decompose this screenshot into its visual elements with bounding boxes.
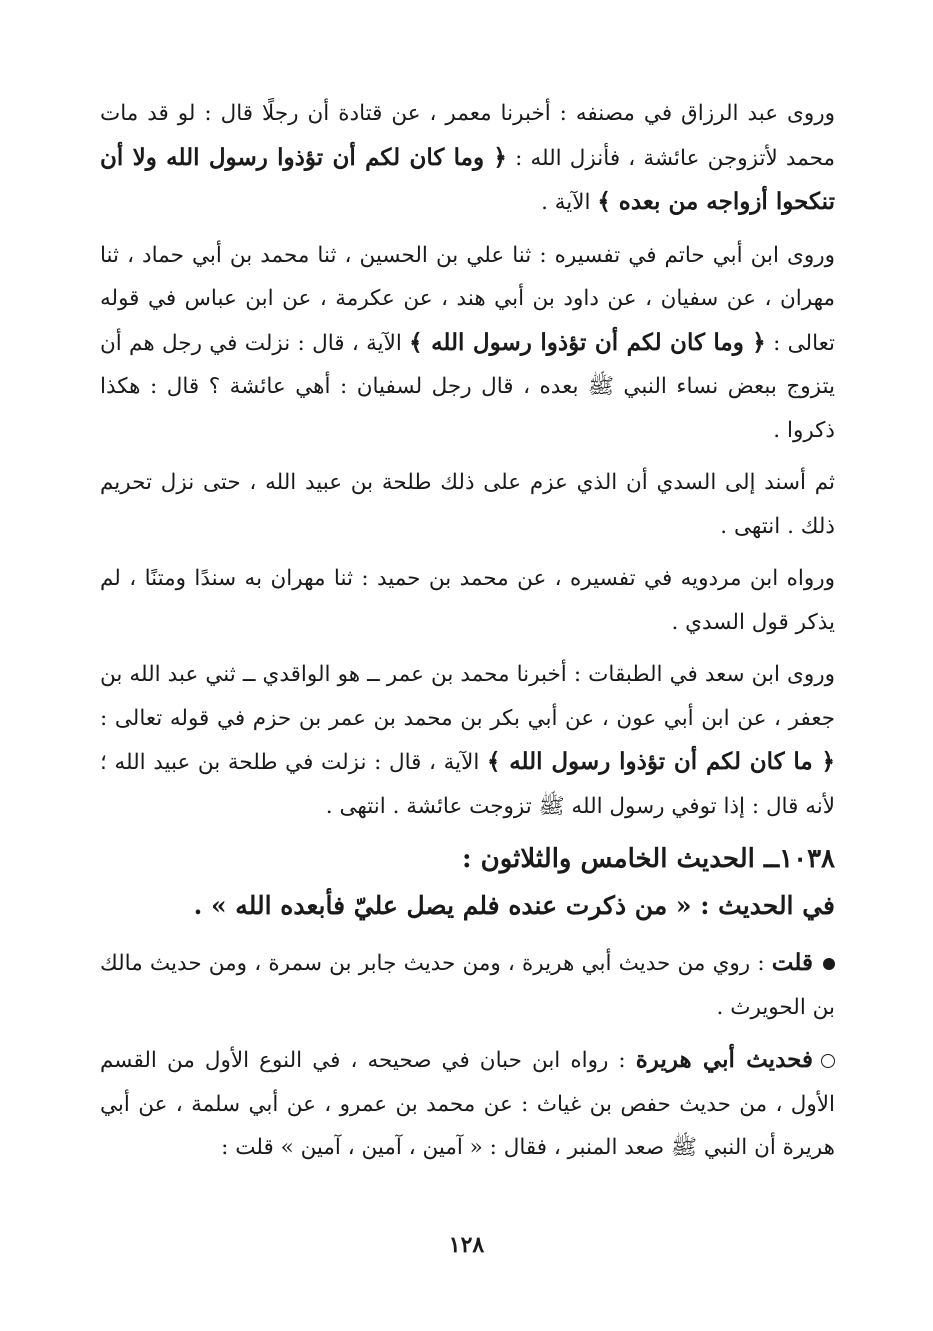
- page-number: ١٢٨: [448, 1232, 485, 1258]
- paragraph-text: ورواه ابن مردويه في تفسيره ، عن محمد بن حميد : ثنا مهران به سندًا ومتنًا ، لم يذكر قول السدي .: [100, 566, 835, 635]
- quran-verse: ﴿ ما كان لكم أن تؤذوا رسول الله ﴾: [486, 748, 836, 775]
- paragraphs-container: [100, 92, 835, 828]
- bullet-icon: [823, 958, 835, 970]
- paragraph-text: ثم أسند إلى السدي أن الذي عزم على ذلك طلحة بن عبيد الله ، حتى نزل تحريم ذلك . انتهى .: [100, 470, 835, 539]
- paragraph-text: وروى عبد الرزاق في مصنفه : أخبرنا معمر ، عن قتادة أن رجلًا قال : لو قد مات محمد لأتزوجن عائشة ، فأنزل الله :: [100, 101, 835, 171]
- abu-hurayra-label: فحديث أبي هريرة: [635, 1046, 813, 1073]
- qultu-text: : روي من حديث أبي هريرة ، ومن حديث جابر بن سمرة ، ومن حديث مالك بن الحويرث .: [100, 951, 835, 1020]
- abu-hurayra-paragraph: [100, 1038, 835, 1170]
- body-paragraph: [100, 92, 835, 225]
- paragraph-text: الآية ، قال : نزلت في طلحة بن عبيد الله ؛ لأنه قال : إذا توفي رسول الله ﷺ تزوجت عائشة . انتهى .: [100, 750, 835, 819]
- qultu-label: قلت: [771, 949, 813, 976]
- abu-hurayra-text: : رواه ابن حبان في صحيحه ، في النوع الأول من القسم الأول ، من حديث حفص بن غياث : عن محمد بن عمرو ، عن أبي سلمة ، عن أبي هريرة أن النبي ﷺ صعد المنبر ، فقال : « آمين ، آمين ، آمين » قلت :: [100, 1048, 835, 1160]
- body-paragraph: [100, 653, 835, 828]
- paragraph-text: وروى ابن أبي حاتم في تفسيره : ثنا علي بن الحسين ، ثنا محمد بن أبي حماد ، ثنا مهران ، عن سفيان ، عن داود بن أبي هند ، عن عكرمة ، عن ابن عباس في قوله تعالى :: [100, 242, 835, 356]
- paragraph-text: الآية .: [541, 190, 598, 215]
- hadith-title: في الحديث : « من ذكرت عنده فلم يصل عليّ فأبعده الله » .: [193, 891, 835, 920]
- body-paragraph: [100, 461, 835, 548]
- body-paragraph: [100, 557, 835, 644]
- paragraph-text: الآية ، قال : نزلت في رجل هم أن يتزوج ببعض نساء النبي ﷺ بعده ، قال رجل لسفيان : أهي عائشة ؟ قال : هكذا ذكروا .: [100, 330, 835, 443]
- circle-icon: [821, 1054, 835, 1068]
- quran-verse: ﴿ وما كان لكم أن تؤذوا رسول الله ولا أن تنكحوا أزواجه من بعده ﴾: [100, 143, 835, 215]
- qultu-paragraph: [100, 941, 835, 1029]
- paragraph-text: وروى ابن سعد في الطبقات : أخبرنا محمد بن عمر ــ هو الواقدي ــ ثني عبد الله بن جعفر ، عن ابن أبي عون ، عن أبي بكر بن محمد بن عمر بن حزم في قوله تعالى :: [100, 662, 835, 731]
- body-paragraph: [100, 234, 835, 453]
- quran-verse: ﴿ وما كان لكم أن تؤذوا رسول الله ﴾: [409, 328, 766, 356]
- section-heading: ١٠٣٨ــ الحديث الخامس والثلاثون :: [462, 844, 835, 874]
